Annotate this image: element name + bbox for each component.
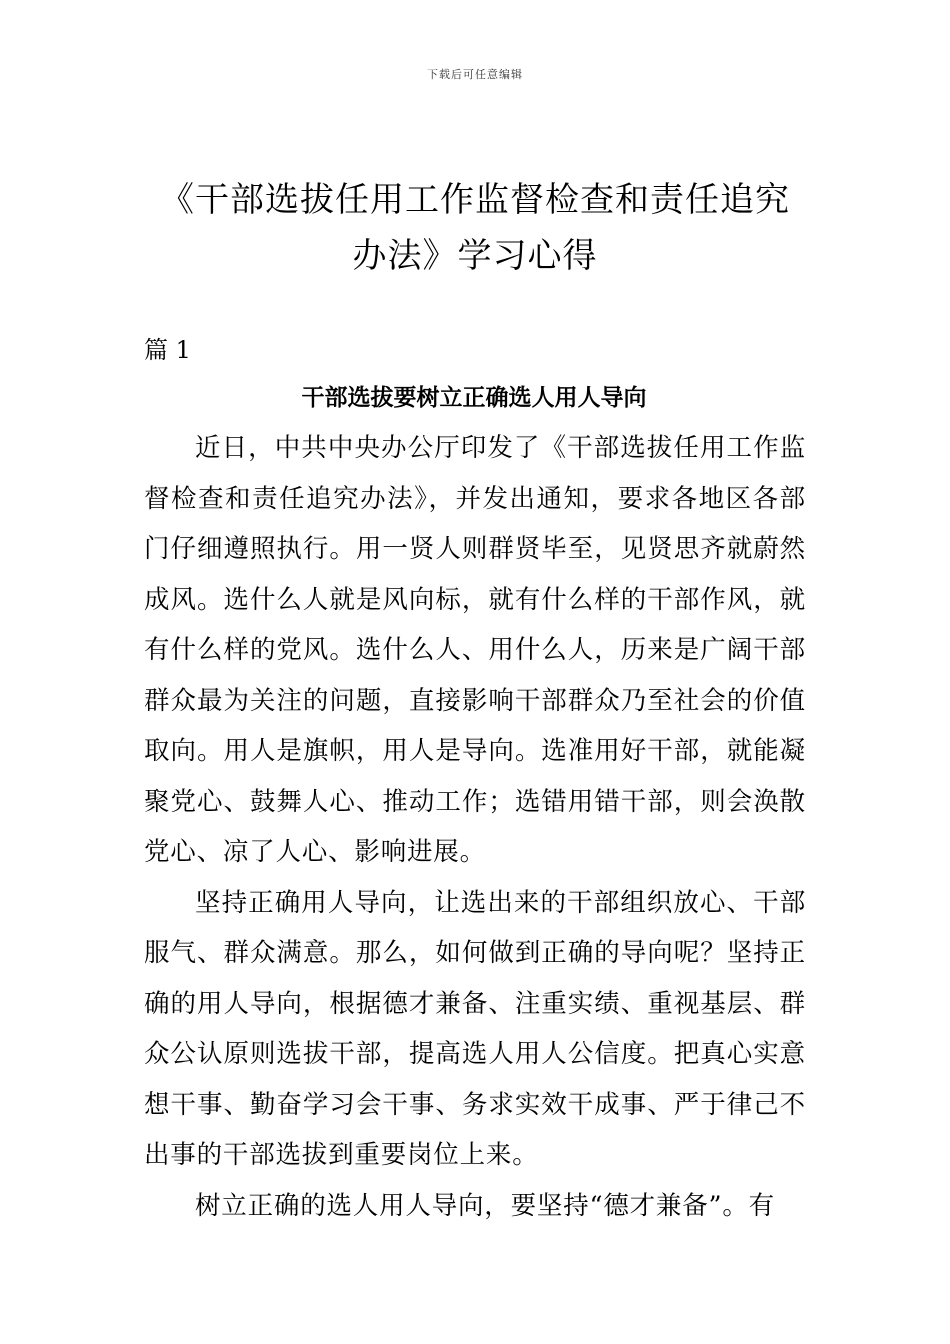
document-title-line-1: 《干部选拔任用工作监督检查和责任追究 bbox=[160, 180, 790, 220]
paragraph: 近日，中共中央办公厅印发了《干部选拔任用工作监督检查和责任追究办法》，并发出通知，要求各地区各部门仔细遵照执行。用一贤人则群贤毕至，见贤思齐就蔚然成风。选什么人就是风向标，就有什么样的干部作风，就有什么样的党风。选什么人、用什么人，历来是广阔干部群众最为关注的问题，直接影响干部群众乃至社会的价值取向。用人是旗帜，用人是导向。选准用好干部，就能凝聚党心、鼓舞人心、推动工作；选错用错干部，则会涣散党心、凉了人心、影响进展。 bbox=[144, 433, 806, 867]
paragraph: 树立正确的选人用人导向，要坚持“德才兼备”。有 bbox=[195, 1190, 775, 1221]
body-text bbox=[144, 423, 806, 1231]
header-note: 下载后可任意编辑 bbox=[427, 68, 523, 81]
paragraph: 坚持正确用人导向，让选出来的干部组织放心、干部服气、群众满意。那么，如何做到正确的导向呢？坚持正确的用人导向，根据德才兼备、注重实绩、重视基层、群众公认原则选拔干部，提高选人用人公信度。把真心实意想干事、勤奋学习会干事、务求实效干成事、严于律己不出事的干部选拔到重要岗位上来。 bbox=[144, 887, 806, 1170]
document-title bbox=[140, 172, 810, 284]
document-title-line-2: 办法》学习心得 bbox=[352, 236, 598, 276]
section-heading: 干部选拔要树立正确选人用人导向 bbox=[301, 385, 647, 411]
section-label: 篇 1 bbox=[144, 336, 191, 364]
